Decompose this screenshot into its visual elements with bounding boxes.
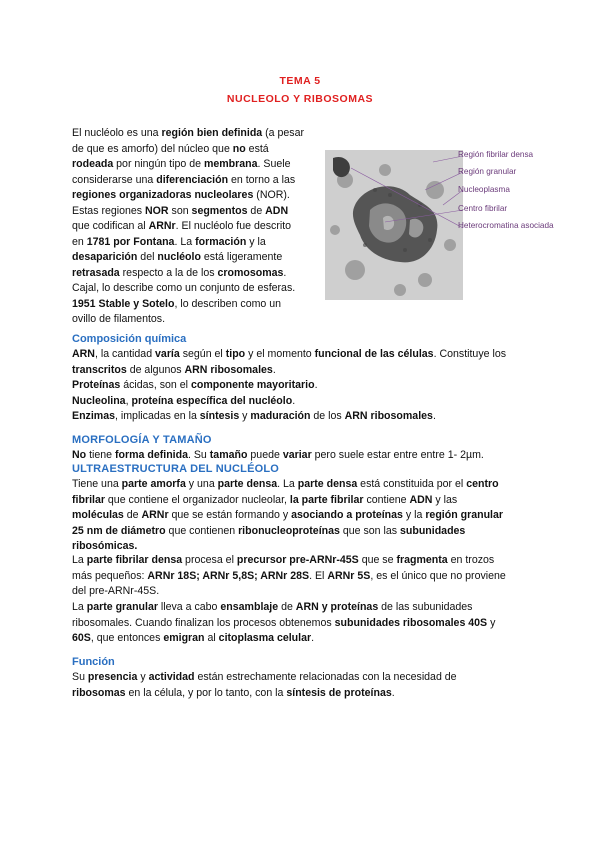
- bold-text-run: transcritos: [72, 363, 127, 376]
- text-run: .: [311, 632, 315, 644]
- bold-text-run: ribonucleoproteínas: [238, 524, 340, 537]
- bold-text-run: regiones organizadoras nucleolares: [72, 189, 254, 201]
- text-line: [72, 235, 316, 251]
- text-line: [72, 394, 528, 410]
- text-run: (a pesar: [262, 127, 304, 139]
- bold-text-run: Enzimas: [72, 410, 115, 422]
- text-run: , implicadas en la: [114, 410, 200, 422]
- text-run: , la cantidad: [94, 348, 156, 360]
- ultraestructura-heading: ULTRAESTRUCTURA DEL NUCLÉOLO: [72, 463, 280, 475]
- text-run: y el momento: [245, 348, 315, 360]
- bold-text-run: la parte fibrilar: [289, 493, 364, 506]
- bold-text-run: varía: [155, 348, 180, 360]
- text-line: [72, 524, 528, 540]
- bold-text-run: ARN y proteínas: [295, 601, 379, 613]
- bold-text-run: ADN: [409, 493, 433, 506]
- text-line: [72, 347, 528, 363]
- text-run: y: [137, 671, 149, 683]
- text-run: y la: [402, 509, 426, 521]
- text-line: [72, 188, 316, 204]
- label-centro-fibrilar: Centro fibrilar: [458, 204, 508, 213]
- text-run: de: [247, 204, 266, 217]
- text-run: , lo describen como un: [174, 297, 282, 310]
- text-run: . La: [174, 235, 196, 248]
- text-line: [72, 312, 316, 328]
- text-run: de las subunidades: [378, 601, 473, 613]
- text-run: .: [283, 266, 287, 279]
- bold-text-run: parte densa: [297, 478, 358, 490]
- bold-text-run: NOR: [145, 204, 169, 217]
- bold-text-run: tamaño: [209, 449, 248, 461]
- bold-text-run: parte amorfa: [121, 478, 186, 490]
- text-line: [72, 204, 316, 220]
- text-line: [72, 281, 316, 297]
- text-line: [72, 508, 528, 524]
- text-run: y la: [246, 235, 266, 248]
- bold-text-run: subunidades ribosomales 40S: [334, 616, 488, 629]
- bold-text-run: fibrilar: [72, 493, 105, 506]
- bold-text-run: ARN ribosomales: [184, 363, 273, 376]
- text-line: [72, 363, 528, 379]
- text-line: [72, 409, 528, 425]
- bold-text-run: presencia: [87, 671, 138, 683]
- doc-title-line2: NUCLEOLO Y RIBOSOMAS: [226, 93, 374, 105]
- bold-text-run: cromosomas: [217, 266, 284, 279]
- text-line: [72, 477, 528, 493]
- bold-text-run: 1781 por Fontana: [86, 235, 175, 248]
- text-run: . La: [277, 478, 298, 490]
- text-run: (NOR).: [253, 189, 290, 201]
- text-run: que se están formando y: [168, 509, 292, 521]
- bold-text-run: segmentos: [191, 204, 248, 217]
- text-run: y: [239, 410, 251, 422]
- text-line: [72, 616, 528, 632]
- text-run: considerarse una: [72, 173, 157, 186]
- bold-text-run: actividad: [148, 671, 195, 683]
- text-line: [72, 157, 316, 173]
- bold-text-run: ARN: [72, 348, 95, 360]
- micrograph-image: [325, 150, 463, 300]
- bold-text-run: formación: [195, 235, 247, 248]
- bold-text-run: desaparición: [72, 251, 138, 263]
- doc-title-line1: TEMA 5: [279, 75, 321, 87]
- funcion-heading: Función: [72, 656, 115, 668]
- bold-text-run: tipo: [225, 348, 246, 360]
- text-run: . Suele: [257, 158, 291, 170]
- text-line: [72, 686, 528, 702]
- text-run: de: [123, 509, 142, 521]
- text-run: ,: [125, 394, 132, 407]
- text-line: [72, 448, 528, 464]
- label-nucleoplasma: Nucleoplasma: [458, 185, 510, 194]
- text-run: son: [168, 204, 192, 217]
- ultraestructura-paragraph-3: [72, 600, 528, 647]
- bold-text-run: asociando a proteínas: [291, 509, 403, 521]
- text-run: .: [432, 410, 436, 422]
- composicion-heading: Composición química: [72, 333, 187, 345]
- text-run: al: [204, 632, 219, 644]
- bold-text-run: membrana: [203, 158, 258, 170]
- funcion-paragraph: [72, 670, 528, 701]
- text-run: está ligeramente: [200, 251, 283, 263]
- text-line: [72, 569, 528, 585]
- text-line: [72, 142, 316, 158]
- text-line: [72, 378, 528, 394]
- text-run: está: [245, 142, 269, 155]
- text-run: . El: [309, 569, 328, 582]
- ultraestructura-paragraph-2: [72, 553, 528, 600]
- text-run: La: [72, 554, 87, 566]
- text-line: [72, 173, 316, 189]
- text-run: por ningún tipo de: [113, 158, 204, 170]
- text-run: que contienen: [165, 524, 239, 537]
- text-run: contiene: [363, 493, 410, 506]
- text-run: de: [278, 601, 296, 613]
- text-run: que contiene el organizador nucleolar,: [104, 493, 290, 506]
- bold-text-run: región granular: [425, 509, 504, 521]
- text-run: en torno a las: [228, 173, 296, 186]
- bold-text-run: ADN: [265, 204, 289, 217]
- nucleolus-micrograph-figure: [325, 148, 565, 308]
- bold-text-run: ARN ribosomales: [344, 410, 433, 422]
- bold-text-run: moléculas: [72, 509, 124, 521]
- bold-text-run: región bien definida: [161, 127, 263, 139]
- text-run: puede: [247, 449, 283, 461]
- bold-text-run: variar: [282, 449, 312, 461]
- text-line: [72, 553, 528, 569]
- bold-text-run: precursor pre-ARNr-45S: [236, 554, 359, 566]
- text-run: del: [137, 251, 158, 263]
- text-run: ácidas, son el: [120, 379, 191, 391]
- bold-text-run: nucléolo: [157, 251, 201, 263]
- bold-text-run: ARNr 5S: [327, 569, 371, 582]
- text-run: lleva a cabo: [157, 601, 221, 613]
- text-run: , que entonces: [90, 632, 164, 644]
- bold-text-run: rodeada: [72, 158, 114, 170]
- text-line: [72, 297, 316, 313]
- bold-text-run: maduración: [250, 410, 311, 422]
- bold-text-run: retrasada: [72, 266, 120, 279]
- text-run: pero suele estar entre entre 1- 2µm.: [311, 449, 484, 461]
- morfologia-heading: MORFOLOGÍA Y TAMAÑO: [72, 434, 212, 446]
- text-run: . Su: [187, 449, 210, 461]
- text-run: .: [314, 379, 318, 391]
- text-run: tiene: [86, 449, 115, 461]
- text-run: El nucléolo es una: [72, 127, 162, 139]
- text-run: en trozos: [447, 554, 495, 566]
- text-run: de algunos: [126, 363, 185, 376]
- label-heterocromatina: Heterocromatina asociada: [458, 221, 554, 230]
- bold-text-run: ribosomas: [72, 686, 126, 699]
- bold-text-run: fragmenta: [396, 554, 448, 566]
- bold-text-run: Nucleolina: [72, 394, 126, 407]
- bold-text-run: No: [72, 449, 87, 461]
- text-line: [72, 266, 316, 282]
- bold-text-run: ARNr: [141, 509, 169, 521]
- text-run: , es el único que no proviene: [370, 569, 506, 582]
- bold-text-run: ARNr: [148, 220, 176, 232]
- bold-text-run: no: [232, 142, 246, 155]
- bold-text-run: 25 nm de diámetro: [72, 524, 166, 537]
- bold-text-run: citoplasma celular: [218, 632, 312, 644]
- bold-text-run: parte densa: [217, 478, 278, 490]
- text-run: de los: [310, 410, 345, 422]
- text-run: Su: [72, 671, 88, 683]
- bold-text-run: forma definida: [114, 449, 188, 461]
- bold-text-run: subunidades: [399, 524, 466, 537]
- text-run: y una: [185, 478, 218, 490]
- text-run: que se: [358, 554, 397, 566]
- text-run: en: [72, 235, 87, 248]
- morfologia-paragraph: [72, 448, 528, 464]
- bold-text-run: ensamblaje: [220, 601, 279, 613]
- text-line: [72, 631, 528, 647]
- ultraestructura-paragraph-1: [72, 477, 528, 555]
- bold-text-run: diferenciación: [156, 173, 229, 186]
- label-fibrilar-densa: Región fibrilar densa: [458, 150, 534, 159]
- bold-text-run: ARNr 18S; ARNr 5,8S; ARNr 28S: [147, 569, 310, 582]
- text-run: . El nucléolo fue descrito: [175, 220, 292, 232]
- text-run: están estrechamente relacionadas con la necesidad de: [194, 671, 457, 683]
- text-run: procesa el: [182, 554, 237, 566]
- text-run: respecto a la de los: [119, 266, 218, 279]
- bold-text-run: componente mayoritario: [190, 379, 315, 391]
- bold-text-run: parte fibrilar densa: [86, 554, 183, 566]
- bold-text-run: centro: [466, 478, 499, 490]
- text-run: . Constituye los: [433, 348, 507, 360]
- text-run: La: [72, 601, 87, 613]
- text-run: y las: [432, 493, 458, 506]
- text-run: Cajal, lo describe como un conjunto de esferas.: [72, 282, 296, 294]
- text-run: según el: [179, 348, 226, 360]
- text-run: más pequeños:: [72, 569, 148, 582]
- text-line: [72, 219, 316, 235]
- label-granular: Región granular: [458, 167, 517, 176]
- text-run: está constituida por el: [357, 478, 467, 490]
- text-line: [72, 584, 528, 600]
- bold-text-run: emigran: [163, 632, 205, 644]
- bold-text-run: proteína específica del nucléolo: [131, 394, 293, 407]
- text-line: [72, 250, 316, 266]
- intro-paragraph: [72, 126, 316, 328]
- text-run: ribosomales. Cuando finalizan los procesos obtenemos: [72, 616, 335, 629]
- bold-text-run: parte granular: [86, 601, 158, 613]
- text-run: que son las: [339, 524, 400, 537]
- composicion-paragraph: [72, 347, 528, 425]
- text-run: y: [487, 616, 496, 629]
- text-run: Estas regiones: [72, 204, 146, 217]
- text-run: Tiene una: [72, 478, 122, 490]
- text-line: [72, 493, 528, 509]
- text-line: [72, 670, 528, 686]
- bold-text-run: síntesis de proteínas: [286, 686, 392, 699]
- bold-text-run: Proteínas: [72, 379, 121, 391]
- text-run: del pre-ARNr-45S.: [72, 585, 160, 597]
- text-run: que codifican al: [72, 220, 149, 232]
- text-run: de que es amorfo) del núcleo que: [72, 142, 233, 155]
- bold-text-run: 60S: [72, 632, 91, 644]
- text-line: [72, 126, 316, 142]
- text-run: ovillo de filamentos.: [72, 313, 166, 325]
- text-run: en la célula, y por lo tanto, con la: [125, 686, 287, 699]
- bold-text-run: 1951 Stable y Sotelo: [72, 297, 175, 310]
- text-run: .: [292, 394, 296, 407]
- text-run: .: [272, 363, 276, 376]
- bold-text-run: funcional de las células: [314, 348, 434, 360]
- bold-text-run: ribosómicas.: [72, 540, 138, 552]
- text-run: .: [391, 686, 395, 699]
- bold-text-run: síntesis: [199, 410, 240, 422]
- text-line: [72, 600, 528, 616]
